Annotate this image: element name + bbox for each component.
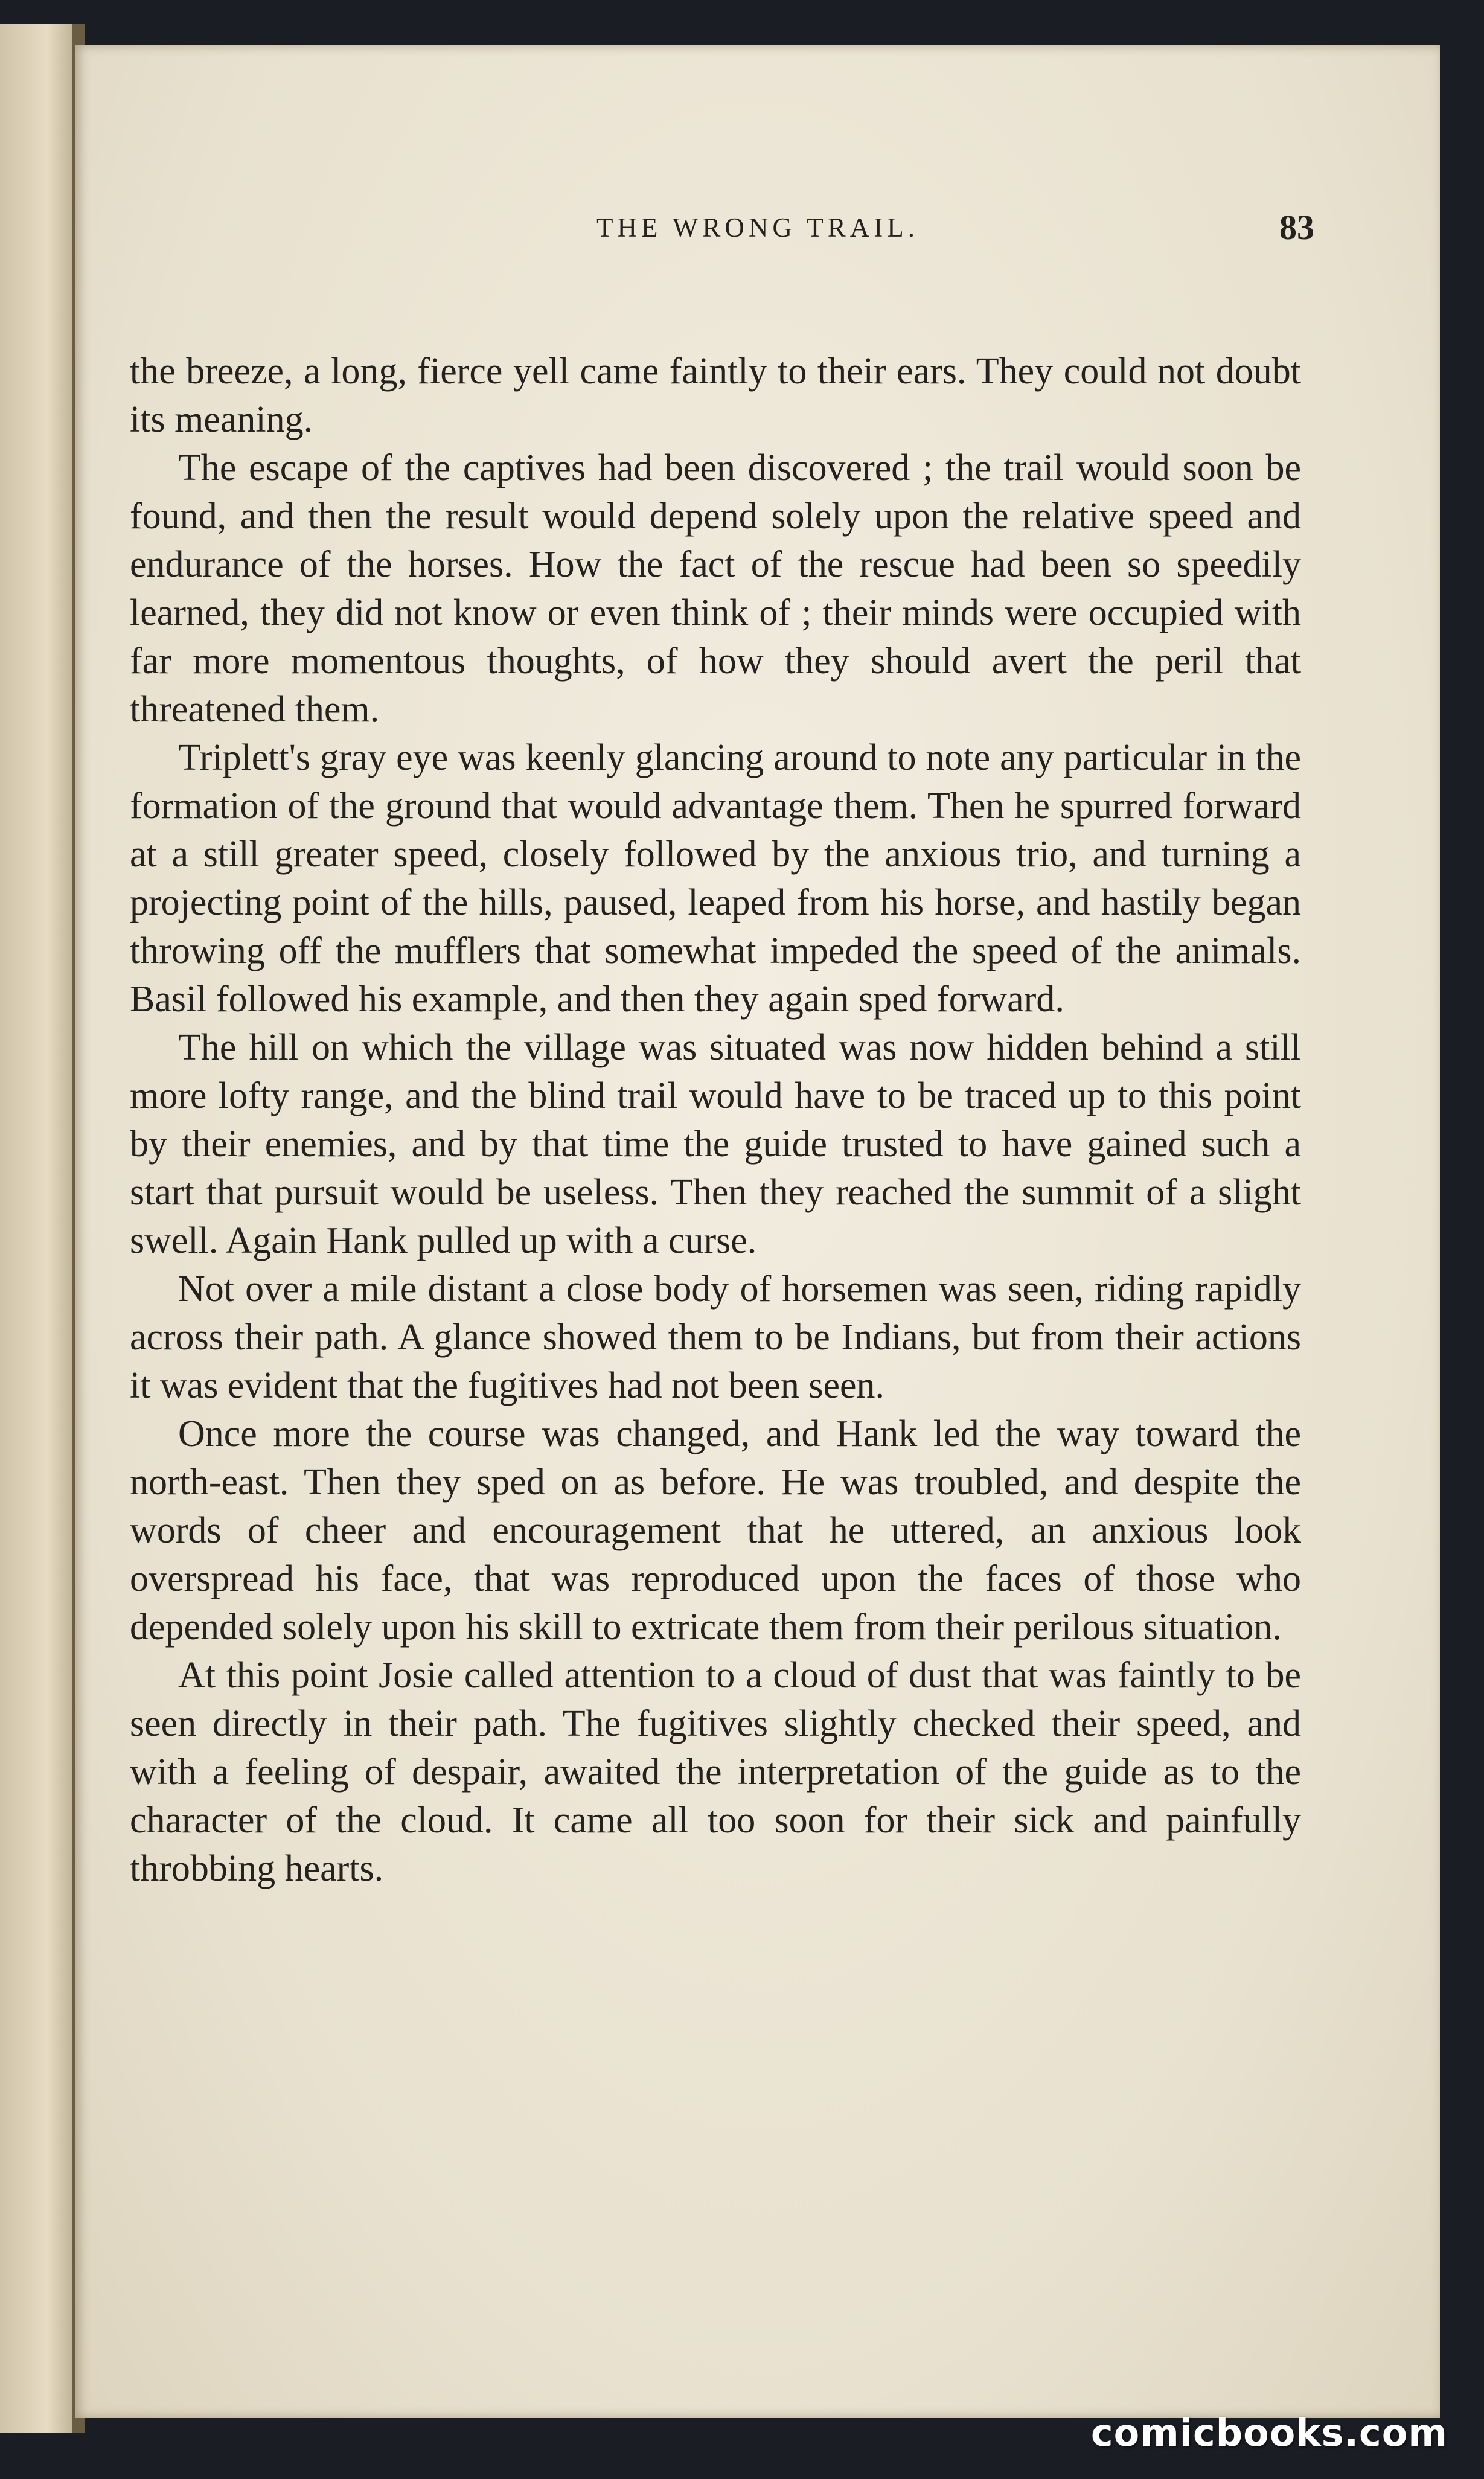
paragraph: Once more the course was changed, and Hank led the way toward the north-east. Then they sped on as before. He was troubled, and despite the words of cheer and encouragement that he uttered, an anxious look overspread his face, that was reproduced upon the faces of those who depended solely upon his skill to extricate them from their perilous situation. [130,1413,1301,1648]
paragraph: Triplett's gray eye was keenly glancing around to note any particular in the formation of the ground that would advantage them. Then he spurred forward at a still greater speed, closely followed by the anxious trio, and turning a projecting point of the hills, paused, leaped from his horse, and hastily began throwing off the mufflers that somewhat impeded the speed of the animals. Basil followed his example, and then they again sped forward. [130,737,1301,1020]
facing-page-edge [0,24,78,2433]
paragraph: The escape of the captives had been discovered ; the trail would soon be found, and then the result would depend solely upon the relative speed and endurance of the horses. How the fact of the rescue had been so speedily learned, they did not know or even think of ; their minds were occupied with far more momentous thoughts, of how they should avert the peril that threatened them. [130,447,1301,730]
running-title: THE WRONG TRAIL. [596,213,920,243]
book-page [75,45,1440,2418]
running-head [75,207,1440,255]
page-number: 83 [1279,208,1314,247]
paragraph: Not over a mile distant a close body of horsemen was seen, riding rapidly across their path. A glance showed them to be Indians, but from their actions it was evident that the fugitives had not been seen. [130,1268,1301,1406]
body-text [130,347,1301,1893]
paragraph: the breeze, a long, fierce yell came faintly to their ears. They could not doubt its meaning. [130,351,1301,440]
watermark: comicbooks.com [1090,2411,1448,2455]
paragraph: At this point Josie called attention to a cloud of dust that was faintly to be seen directly in their path. The fugitives slightly checked their speed, and with a feeling of despair, awaited the interpretation of the guide as to the character of the cloud. It came all too soon for their sick and painfully throbbing hearts. [130,1655,1301,1889]
paragraph: The hill on which the village was situated was now hidden behind a still more lofty range, and the blind trail would have to be traced up to this point by their enemies, and by that time the guide trusted to have gained such a start that pursuit would be useless. Then they reached the summit of a slight swell. Again Hank pulled up with a curse. [130,1027,1301,1261]
